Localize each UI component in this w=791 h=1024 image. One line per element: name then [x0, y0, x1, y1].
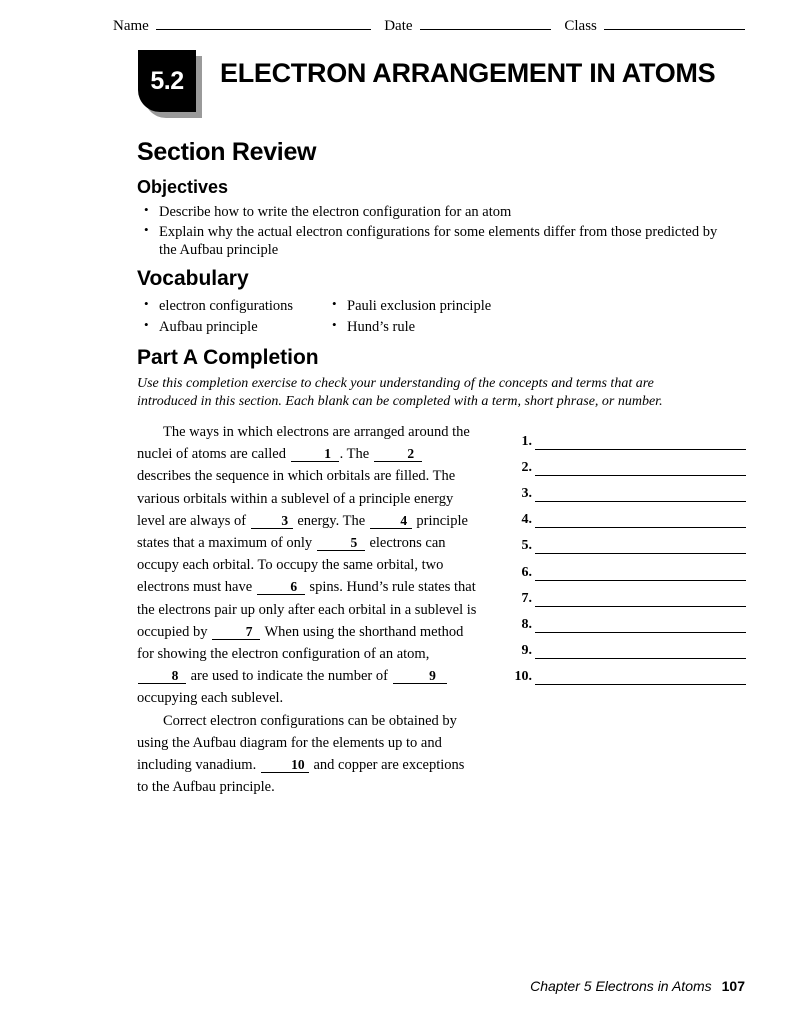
list-item: • electron configurations — [137, 296, 325, 317]
answer-line[interactable] — [535, 565, 746, 581]
answer-row — [506, 476, 746, 502]
answer-row — [506, 607, 746, 633]
answer-line[interactable] — [535, 591, 746, 607]
answer-row — [506, 554, 746, 580]
inline-blank-1[interactable]: 1 — [291, 446, 339, 462]
section-review-heading: Section Review — [137, 138, 317, 166]
inline-blank-4[interactable]: 4 — [370, 513, 412, 529]
answer-number: 2. — [521, 460, 532, 476]
inline-blank-7[interactable]: 7 — [212, 624, 260, 640]
answer-line[interactable] — [535, 669, 746, 685]
page-footer — [530, 978, 745, 994]
answer-line[interactable] — [535, 538, 746, 554]
answer-line[interactable] — [535, 512, 746, 528]
vocabulary-heading: Vocabulary — [137, 267, 249, 290]
footer-chapter-label: Chapter 5 Electrons in Atoms — [530, 978, 712, 994]
section-number-badge: 5.2 — [138, 50, 196, 112]
section-title-block — [138, 50, 758, 120]
inline-blank-3[interactable]: 3 — [251, 513, 293, 529]
page-title: ELECTRON ARRANGEMENT IN ATOMS — [220, 58, 716, 88]
inline-blank-9[interactable]: 9 — [393, 668, 447, 684]
inline-blank-10[interactable]: 10 — [261, 757, 309, 773]
answer-line[interactable] — [535, 460, 746, 476]
text-segment: are used to indicate the number of — [187, 668, 392, 685]
answer-number: 9. — [521, 642, 532, 658]
answer-blanks-column — [506, 424, 746, 685]
objectives-heading: Objectives — [137, 177, 229, 197]
inline-blank-5[interactable]: 5 — [317, 535, 365, 551]
completion-paragraph-2 — [137, 710, 477, 799]
answer-row — [506, 659, 746, 685]
answer-number: 6. — [521, 564, 532, 580]
objectives-list — [137, 203, 737, 261]
list-item: • Hund’s rule — [325, 317, 585, 338]
text-segment: . The — [339, 446, 373, 463]
inline-blank-2[interactable]: 2 — [374, 446, 422, 462]
text-segment: The ways in which electrons are arranged around the nuclei of atoms are called — [137, 424, 470, 463]
answer-row — [506, 633, 746, 659]
answer-line[interactable] — [535, 486, 746, 502]
vocabulary-column-2 — [325, 296, 585, 338]
list-item: • Describe how to write the electron configuration for an atom — [137, 203, 737, 222]
part-a-instructions: Use this completion exercise to check your understanding of the concepts and terms that are introduced in this section. Each blank can be completed with a term, short phrase, or number. — [137, 376, 663, 410]
student-info-header — [113, 16, 745, 35]
inline-blank-6[interactable]: 6 — [257, 579, 305, 595]
page-number: 107 — [721, 978, 745, 994]
text-segment: Correct electron configurations can be obtained by using the Aufbau diagram for the elements up to and including vanadium. — [137, 712, 457, 774]
text-segment: energy. The — [293, 512, 369, 529]
answer-number: 10. — [514, 668, 532, 684]
completion-paragraph-1 — [137, 421, 477, 710]
answer-number: 1. — [521, 434, 532, 450]
vocabulary-column-1 — [137, 296, 325, 338]
text-segment: spins. Hund’s rule states that the electrons pair up only after each orbital in a sublevel is occupied by — [137, 579, 477, 640]
answer-line[interactable] — [535, 434, 746, 450]
answer-row — [506, 424, 746, 450]
class-blank-line[interactable] — [604, 16, 745, 30]
part-a-heading: Part A Completion — [137, 346, 319, 369]
date-label: Date — [384, 18, 413, 34]
list-item: • Pauli exclusion principle — [325, 296, 585, 317]
answer-line[interactable] — [535, 617, 746, 633]
name-blank-line[interactable] — [156, 16, 371, 30]
text-segment: principle states that a maximum of only — [137, 512, 468, 552]
text-segment: electrons can occupy each orbital. To occupy the same orbital, two electrons must have — [137, 535, 446, 596]
answer-number: 7. — [521, 590, 532, 606]
answer-row — [506, 528, 746, 554]
list-item: • Aufbau principle — [137, 317, 325, 338]
answer-number: 4. — [521, 512, 532, 528]
completion-exercise-text — [137, 421, 477, 798]
vocabulary-list — [137, 296, 657, 338]
answer-row — [506, 450, 746, 476]
list-item: • Explain why the actual electron configurations for some elements differ from those predicted by the Aufbau principle — [137, 223, 737, 260]
text-segment: and copper are exceptions to the Aufbau principle. — [137, 757, 465, 796]
text-segment: When using the shorthand method for showing the electron configuration of an atom, — [137, 623, 464, 663]
answer-number: 3. — [521, 486, 532, 502]
text-segment: occupying each sublevel. — [137, 690, 284, 707]
class-label: Class — [564, 18, 597, 34]
answer-number: 5. — [521, 538, 532, 554]
text-segment: describes the sequence in which orbitals are filled. The various orbitals within a sublevel of a principle energy level are always of — [137, 468, 456, 529]
date-blank-line[interactable] — [420, 16, 552, 30]
answer-number: 8. — [521, 616, 532, 632]
answer-line[interactable] — [535, 643, 746, 659]
answer-row — [506, 581, 746, 607]
answer-row — [506, 502, 746, 528]
inline-blank-8[interactable]: 8 — [138, 668, 186, 684]
name-label: Name — [113, 18, 149, 34]
